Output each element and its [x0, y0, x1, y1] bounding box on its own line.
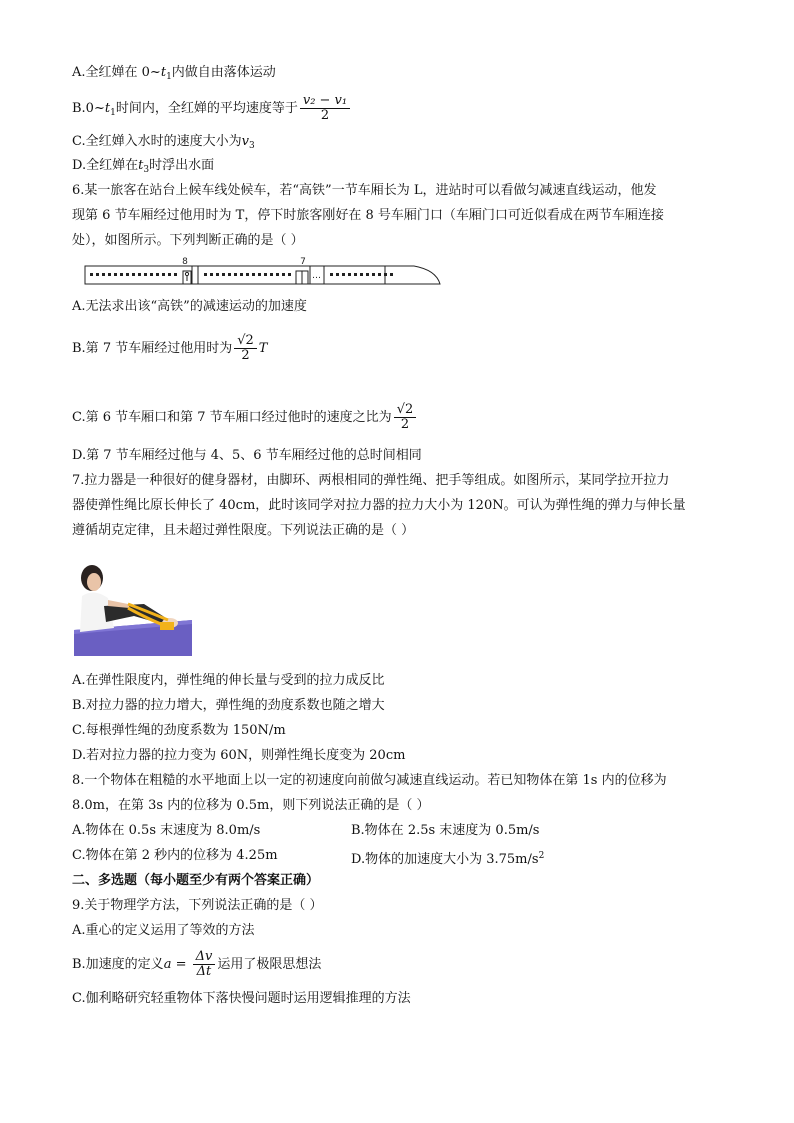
fraction: $\frac{√2}{2}$: [234, 334, 257, 363]
q8-option-d: D.物体的加速度大小为 $3.75m/s^2$: [351, 851, 545, 867]
q6-stem-line3: 处），如图所示。下列判断正确的是（ ）: [72, 233, 304, 248]
fraction: $\frac{\Delta v}{\Delta t}$: [193, 950, 216, 979]
section-title: 二、多选题（每小题至少有两个答案正确）: [72, 873, 320, 888]
q7-option-c: C.每根弹性绳的劲度系数为 150N/m: [72, 723, 286, 738]
q8-stem-line2: 8.0m，在第 3s 内的位移为 0.5m，则下列说法正确的是（ ）: [72, 798, 430, 813]
q8-option-c: C.物体在第 2 秒内的位移为 4.25m: [72, 848, 278, 863]
q7-option-d: D.若对拉力器的拉力变为 60N，则弹性绳长度变为 20cm: [72, 748, 406, 763]
q7-stem-line1: 7.拉力器是一种很好的健身器材，由脚环、两根相同的弹性绳、把手等组成。如图所示，某同学拉开拉力: [72, 473, 670, 488]
q7-option-a: A.在弹性限度内，弹性绳的伸长量与受到的拉力成反比: [72, 673, 385, 688]
q8-option-b: B.物体在 2.5s 末速度为 0.5m/s: [351, 823, 540, 838]
q7-stem-line2: 器使弹性绳比原长伸长了 40cm，此时该同学对拉力器的拉力大小为 120N。可认为弹性绳的弹力与伸长量: [72, 498, 686, 513]
q6-option-d: D.第 7 节车厢经过他与 4、5、6 节车厢经过他的总时间相同: [72, 448, 422, 463]
car-label-8: 8: [182, 257, 188, 267]
q6-option-b: B.第 7 节车厢经过他用时为 $\frac{√2}{2}$ T: [72, 333, 268, 363]
q6-option-c: C.第 6 节车厢口和第 7 节车厢口经过他时的速度之比为 $\frac{√2}{2}$: [72, 403, 418, 432]
q5-option-c: C.全红婵入水时的速度大小为$v_3$: [72, 134, 255, 151]
q7-stem-line3: 遵循胡克定律，且未超过弹性限度。下列说法正确的是（ ）: [72, 523, 415, 538]
q5-option-d: D.全红婵在$t_3$时浮出水面: [72, 158, 215, 175]
train-nose: [324, 266, 440, 284]
train-figure: [84, 256, 444, 290]
q9-stem: 9.关于物理学方法，下列说法正确的是（ ）: [72, 898, 323, 913]
q5-option-a: A.全红婵在 $0\sim t_1$内做自由落体运动: [72, 65, 276, 82]
fraction: $\frac{√2}{2}$: [394, 403, 417, 432]
q6-stem-line2: 现第 6 节车厢经过他用时为 T，停下时旅客刚好在 8 号车厢门口（车厢门口可近似看成在两节车厢连接: [72, 208, 664, 223]
q8-stem-line1: 8.一个物体在粗糙的水平地面上以一定的初速度向前做匀减速直线运动。若已知物体在第 1s 内的位移为: [72, 773, 667, 788]
svg-text:…: …: [312, 271, 321, 281]
q6-option-a: A.无法求出该“高铁”的减速运动的加速度: [72, 299, 307, 314]
person-figure: [185, 272, 188, 281]
q7-option-b: B.对拉力器的拉力增大，弹性绳的劲度系数也随之增大: [72, 698, 385, 713]
windows-row: [90, 273, 393, 276]
q6-stem-line1: 6.某一旅客在站台上候车线处候车，若“高铁”一节车厢长为 L，进站时可以看做匀减速直线运动，他发: [72, 183, 657, 198]
car-label-7: 7: [300, 257, 306, 267]
fraction: $\frac{\text{v₂ − v₁}}{2}$: [300, 94, 350, 123]
q9-option-c: C.伽利略研究轻重物体下落快慢问题时运用逻辑推理的方法: [72, 991, 411, 1006]
q9-option-b: B.加速度的定义a = $\frac{\Delta v}{\Delta t}$ 运用了极限思想法: [72, 949, 322, 979]
q9-option-a: A.重心的定义运用了等效的方法: [72, 923, 255, 938]
q5-option-b: $B.0\sim t_1$时间内，全红婵的平均速度等于 $\frac{\text{v₂ − v₁}}{2}$: [72, 94, 352, 123]
q8-option-a: A.物体在 0.5s 末速度为 8.0m/s: [72, 823, 261, 838]
exercise-photo: [74, 560, 192, 656]
